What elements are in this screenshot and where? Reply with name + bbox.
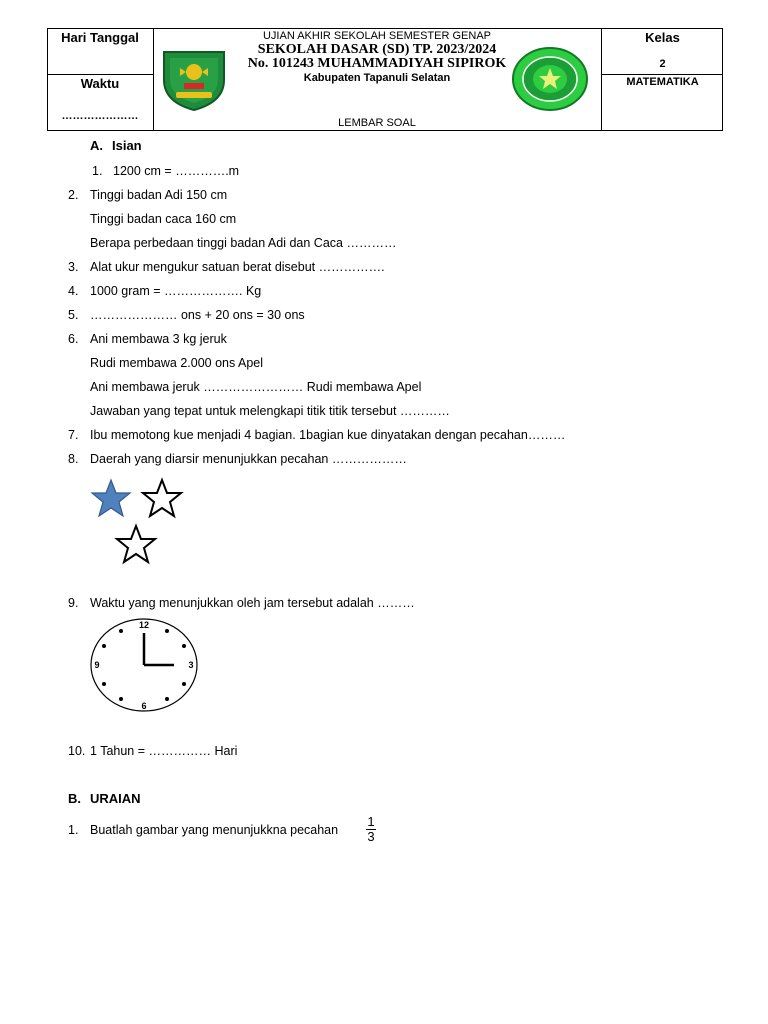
fraction-denominator: 3 (367, 829, 375, 844)
question-text: Ani membawa 3 kg jeruk (90, 332, 227, 346)
clock-number-3: 3 (188, 660, 194, 670)
fraction-one-third (364, 816, 378, 843)
question-text: 1200 cm = ………….m (113, 164, 240, 178)
time-label: Waktu (80, 76, 120, 91)
question-text: Alat ukur mengukur satuan berat disebut ……………. (90, 260, 385, 274)
question-text: Waktu yang menunjukkan oleh jam tersebut adalah ……… (90, 596, 415, 610)
question-number: 7. (68, 428, 79, 442)
regency-shield-logo (160, 46, 228, 112)
stars-figure (86, 476, 196, 568)
star-outline (117, 526, 155, 562)
question-number: 10. (68, 744, 86, 758)
question-number: 4. (68, 284, 79, 298)
question-text: Ani membawa jeruk …………………… Rudi membawa Apel (90, 380, 422, 394)
clock-number-6: 6 (141, 701, 147, 711)
question-text: Tinggi badan Adi 150 cm (90, 188, 228, 202)
question-number: 1. (92, 164, 103, 178)
section-a-label: A. (90, 138, 103, 153)
question-text: Rudi membawa 2.000 ons Apel (90, 356, 264, 370)
question-text: 1000 gram = ………………. Kg (90, 284, 262, 298)
class-value: 2 (659, 58, 666, 70)
fraction-numerator: 1 (367, 814, 375, 829)
regency-name: Kabupaten Tapanuli Selatan (303, 72, 451, 84)
question-number: 6. (68, 332, 79, 346)
question-text: ………………… ons + 20 ons = 30 ons (90, 308, 305, 322)
clock-figure (88, 616, 200, 714)
time-dots: ………………… (61, 110, 139, 122)
school-emblem-logo (511, 46, 589, 112)
header-divider-right (601, 29, 602, 130)
question-number: 8. (68, 452, 79, 466)
date-label: Hari Tanggal (61, 30, 139, 45)
question-text: Jawaban yang tepat untuk melengkapi titik titik tersebut ………… (90, 404, 450, 418)
section-b-title: URAIAN (90, 791, 141, 806)
question-text: 1 Tahun = …………… Hari (90, 744, 238, 758)
question-text: Daerah yang diarsir menunjukkan pecahan ……………… (90, 452, 407, 466)
star-outline (143, 480, 181, 516)
header-right-hline (601, 74, 723, 75)
clock-number-9: 9 (94, 660, 100, 670)
question-text: Buatlah gambar yang menunjukkna pecahan (90, 823, 339, 837)
section-a-title: Isian (112, 138, 142, 153)
question-number: 5. (68, 308, 79, 322)
sheet-label: LEMBAR SOAL (338, 117, 416, 129)
question-number: 9. (68, 596, 79, 610)
class-label: Kelas (645, 30, 680, 45)
clock-number-12: 12 (138, 620, 150, 630)
star-shaded (92, 480, 130, 516)
exam-title: UJIAN AKHIR SEKOLAH SEMESTER GENAP (262, 30, 491, 42)
subject-label: MATEMATIKA (626, 76, 699, 88)
section-b-label: B. (68, 791, 81, 806)
question-number: 1. (68, 823, 79, 837)
question-text: Tinggi badan caca 160 cm (90, 212, 237, 226)
school-name: SEKOLAH DASAR (SD) TP. 2023/2024 (257, 42, 497, 57)
school-number: No. 101243 MUHAMMADIYAH SIPIROK (247, 56, 507, 71)
header-left-hline (48, 74, 153, 75)
question-text: Berapa perbedaan tinggi badan Adi dan Caca ………… (90, 236, 397, 250)
question-text: Ibu memotong kue menjadi 4 bagian. 1bagian kue dinyatakan dengan pecahan……… (90, 428, 566, 442)
question-number: 3. (68, 260, 79, 274)
question-number: 2. (68, 188, 79, 202)
